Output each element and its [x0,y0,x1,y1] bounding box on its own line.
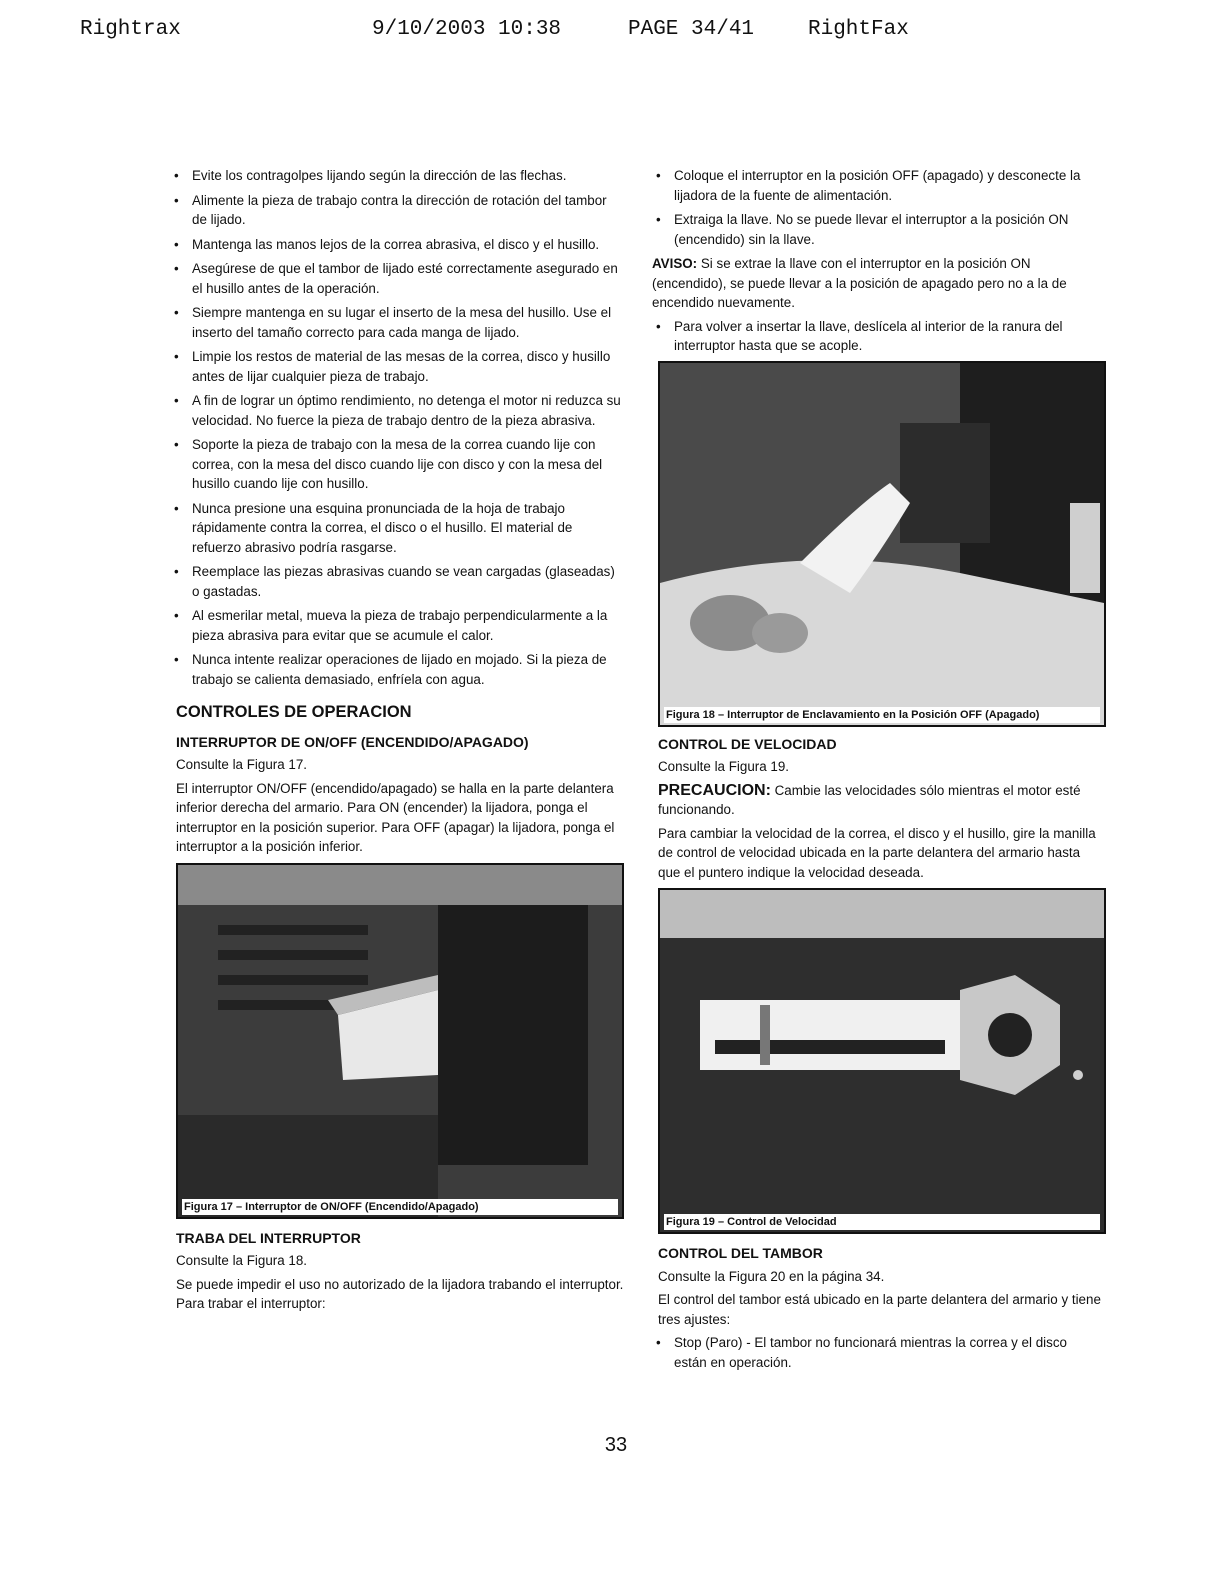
list-item: • A fin de lograr un óptimo rendimiento, no detenga el motor ni reduzca su velocidad. No fuerce la pieza de trabajo dentro de la pieza abrasiva. [170,391,625,430]
switch-figure-reference: Consulte la Figura 17. [176,757,308,772]
figure-17-caption: Figura 17 – Interruptor de ON/OFF (Encendido/Apagado) [182,1199,618,1215]
precaucion-label: PRECAUCION: [658,781,771,799]
fax-header-left: Rightrax [80,18,181,41]
fax-header-datetime: 9/10/2003 10:38 [372,18,562,41]
page-number: 33 [604,1434,628,1456]
lock-heading: TRABA DEL INTERRUPTOR [176,1229,361,1246]
fax-header [0,18,1232,48]
speed-heading: CONTROL DE VELOCIDAD [658,735,837,752]
on-off-switch-photo [178,865,622,1217]
list-item: • Alimente la pieza de trabajo contra la dirección de rotación del tambor de lijado. [170,191,625,230]
list-item: • Coloque el interruptor en la posición OFF (apagado) y desconecte la lijadora de la fuente de alimentación. [652,166,1102,205]
right-column [652,166,1102,1377]
drum-description: El control del tambor está ubicado en la parte delantera del armario y tiene tres ajustes: [658,1292,1101,1327]
switch-heading: INTERRUPTOR DE ON/OFF (ENCENDIDO/APAGADO) [176,733,529,750]
figure-19 [658,888,1106,1234]
key-switch-photo [660,363,1104,725]
list-item: • Evite los contragolpes lijando según la dirección de las flechas. [170,166,625,186]
list-item: • Asegúrese de que el tambor de lijado esté correctamente asegurado en el husillo antes de la operación. [170,259,625,298]
lock-description: Se puede impedir el uso no autorizado de la lijadora trabando el interruptor. Para trabar el interruptor: [176,1276,624,1311]
drum-figure-reference: Consulte la Figura 20 en la página 34. [658,1268,885,1284]
list-item: • Para volver a insertar la llave, deslícela al interior de la ranura del interruptor hasta que se acople. [652,317,1102,356]
list-item: • Nunca intente realizar operaciones de lijado en mojado. Si la pieza de trabajo se calienta demasiado, enfríela con agua. [170,650,625,689]
figure-17 [176,863,624,1219]
speed-description: Para cambiar la velocidad de la correa, el disco y el husillo, gire la manilla de control de velocidad ubicada en la parte delantera del armario hasta que el puntero indique la velocidad deseada. [658,825,1096,880]
list-item: • Stop (Paro) - El tambor no funcionará mientras la correa y el disco están en operación. [652,1333,1102,1372]
drum-heading: CONTROL DEL TAMBOR [658,1245,823,1261]
safety-bullet-list [170,166,625,689]
drum-settings-list [652,1333,1102,1372]
section-title: CONTROLES DE OPERACION [176,703,412,721]
figure-18-caption: Figura 18 – Interruptor de Enclavamiento en la Posición OFF (Apagado) [664,707,1100,723]
lock-steps-list [652,166,1102,249]
switch-description: El interruptor ON/OFF (encendido/apagado) se halla en la parte delantera inferior derecha del armario. Para ON (encender) la lijadora, ponga el interruptor en la posición superior. Para OFF (apagar) la lijadora, ponga el interruptor a la posición inferior. [176,780,615,854]
speed-control-photo [660,890,1104,1232]
list-item: • Reemplace las piezas abrasivas cuando se vean cargadas (glaseadas) o gastadas. [170,562,625,601]
figure-18 [658,361,1106,727]
reinsert-key-list [652,317,1102,356]
aviso-label: AVISO: [652,256,698,271]
aviso-note [652,254,1102,313]
list-item: • Nunca presione una esquina pronunciada de la hoja de trabajo rápidamente contra la correa, el disco o el husillo. El material de refuerzo abrasivo podría rasgarse. [170,499,625,558]
precaucion-note [658,781,1102,820]
list-item: • Siempre mantenga en su lugar el inserto de la mesa del husillo. Use el inserto del tamaño correcto para cada manga de lijado. [170,303,625,342]
list-item: • Mantenga las manos lejos de la correa abrasiva, el disco y el husillo. [170,235,625,255]
list-item: • Extraiga la llave. No se puede llevar el interruptor a la posición ON (encendido) sin la llave. [652,210,1102,249]
speed-figure-reference: Consulte la Figura 19. [658,759,790,774]
fax-header-right: RightFax [808,18,909,41]
aviso-text: Si se extrae la llave con el interruptor en la posición ON (encendido), se puede llevar a la posición de apagado pero no a la de encendido nuevamente. [652,256,1067,310]
figure-19-caption: Figura 19 – Control de Velocidad [664,1214,1100,1230]
list-item: • Limpie los restos de material de las mesas de la correa, disco y husillo antes de lijar cualquier pieza de trabajo. [170,347,625,386]
precaucion-text: Cambie las velocidades sólo mientras el motor esté funcionando. [658,782,1081,817]
list-item: • Al esmerilar metal, mueva la pieza de trabajo perpendicularmente a la pieza abrasiva para evitar que se acumule el calor. [170,606,625,645]
lock-figure-reference: Consulte la Figura 18. [176,1253,308,1268]
left-column [170,166,625,1318]
fax-header-page: PAGE 34/41 [628,18,755,41]
list-item: • Soporte la pieza de trabajo con la mesa de la correa cuando lije con correa, con la mesa del disco cuando lije con disco y con la mesa del husillo cuando lije con husillo. [170,435,625,494]
